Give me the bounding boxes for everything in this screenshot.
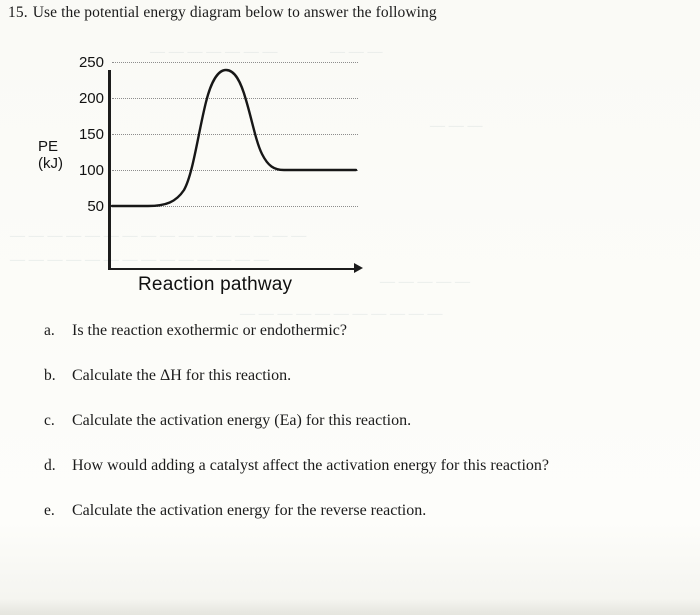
y-axis-title-line1: PE <box>38 138 59 155</box>
energy-profile-curve <box>30 62 390 292</box>
list-item <box>0 502 700 547</box>
potential-energy-diagram <box>30 54 390 295</box>
sub-question-list <box>0 322 700 547</box>
y-tick-label: 200 <box>78 90 104 107</box>
list-item <box>0 322 700 367</box>
y-tick-label: 100 <box>78 162 104 179</box>
list-item-label: a. <box>44 322 55 339</box>
question-stem <box>8 4 437 22</box>
y-tick-label: 150 <box>78 126 104 143</box>
question-number: 15. <box>8 4 28 21</box>
question-stem-text: Use the potential energy diagram below to answer the following <box>32 4 437 21</box>
list-item <box>0 412 700 457</box>
list-item-text: Calculate the activation energy for the reverse reaction. <box>72 502 427 519</box>
list-item-label: d. <box>44 457 56 474</box>
list-item-text: Calculate the activation energy (Ea) for this reaction. <box>72 412 412 429</box>
list-item <box>0 367 700 412</box>
list-item-label: b. <box>44 367 56 384</box>
list-item <box>0 457 700 502</box>
list-item-text: Is the reaction exothermic or endothermic? <box>72 322 347 339</box>
list-item-label: e. <box>44 502 55 519</box>
y-axis-title-line2: (kJ) <box>38 155 63 172</box>
x-axis-title: Reaction pathway <box>138 274 293 295</box>
y-tick-label: 250 <box>78 54 104 71</box>
list-item-label: c. <box>44 412 55 429</box>
page-bottom-shadow <box>0 599 700 615</box>
list-item-text: How would adding a catalyst affect the activation energy for this reaction? <box>72 457 550 474</box>
y-tick-label: 50 <box>87 198 104 215</box>
list-item-text: Calculate the ΔH for this reaction. <box>72 367 292 384</box>
